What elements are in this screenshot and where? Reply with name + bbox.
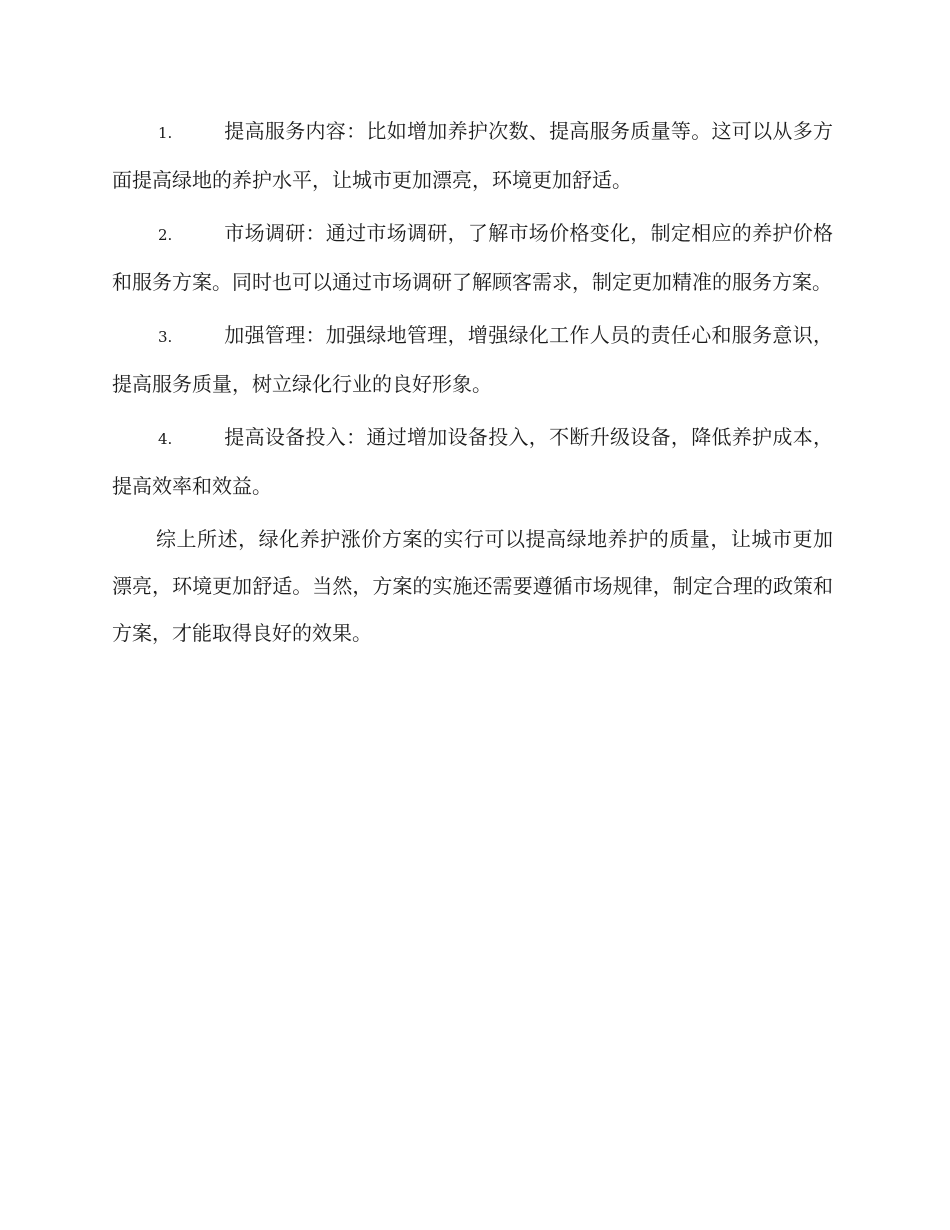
list-item-text: 加强管理：加强绿地管理，增强绿化工作人员的责任心和服务意识，提高服务质量，树立绿化行业的良好形象。 [112,323,833,396]
list-item-number: 2. [158,226,173,244]
document-page [112,108,833,657]
list-item [112,210,833,306]
list-item-text: 提高服务内容：比如增加养护次数、提高服务质量等。这可以从多方面提高绿地的养护水平，让城市更加漂亮，环境更加舒适。 [112,119,833,192]
list-item [112,414,833,510]
summary-paragraph: 综上所述，绿化养护涨价方案的实行可以提高绿地养护的质量，让城市更加漂亮，环境更加舒适。当然，方案的实施还需要遵循市场规律，制定合理的政策和方案，才能取得良好的效果。 [112,527,833,645]
list-item [112,108,833,204]
list-item-text: 市场调研：通过市场调研，了解市场价格变化，制定相应的养护价格和服务方案。同时也可以通过市场调研了解顾客需求，制定更加精准的服务方案。 [112,221,833,294]
list-item-number: 3. [158,328,173,346]
list-item [112,312,833,408]
list-item-text: 提高设备投入：通过增加设备投入，不断升级设备，降低养护成本，提高效率和效益。 [112,425,833,498]
list-item-number: 1. [158,124,173,142]
list-item-number: 4. [158,430,173,448]
